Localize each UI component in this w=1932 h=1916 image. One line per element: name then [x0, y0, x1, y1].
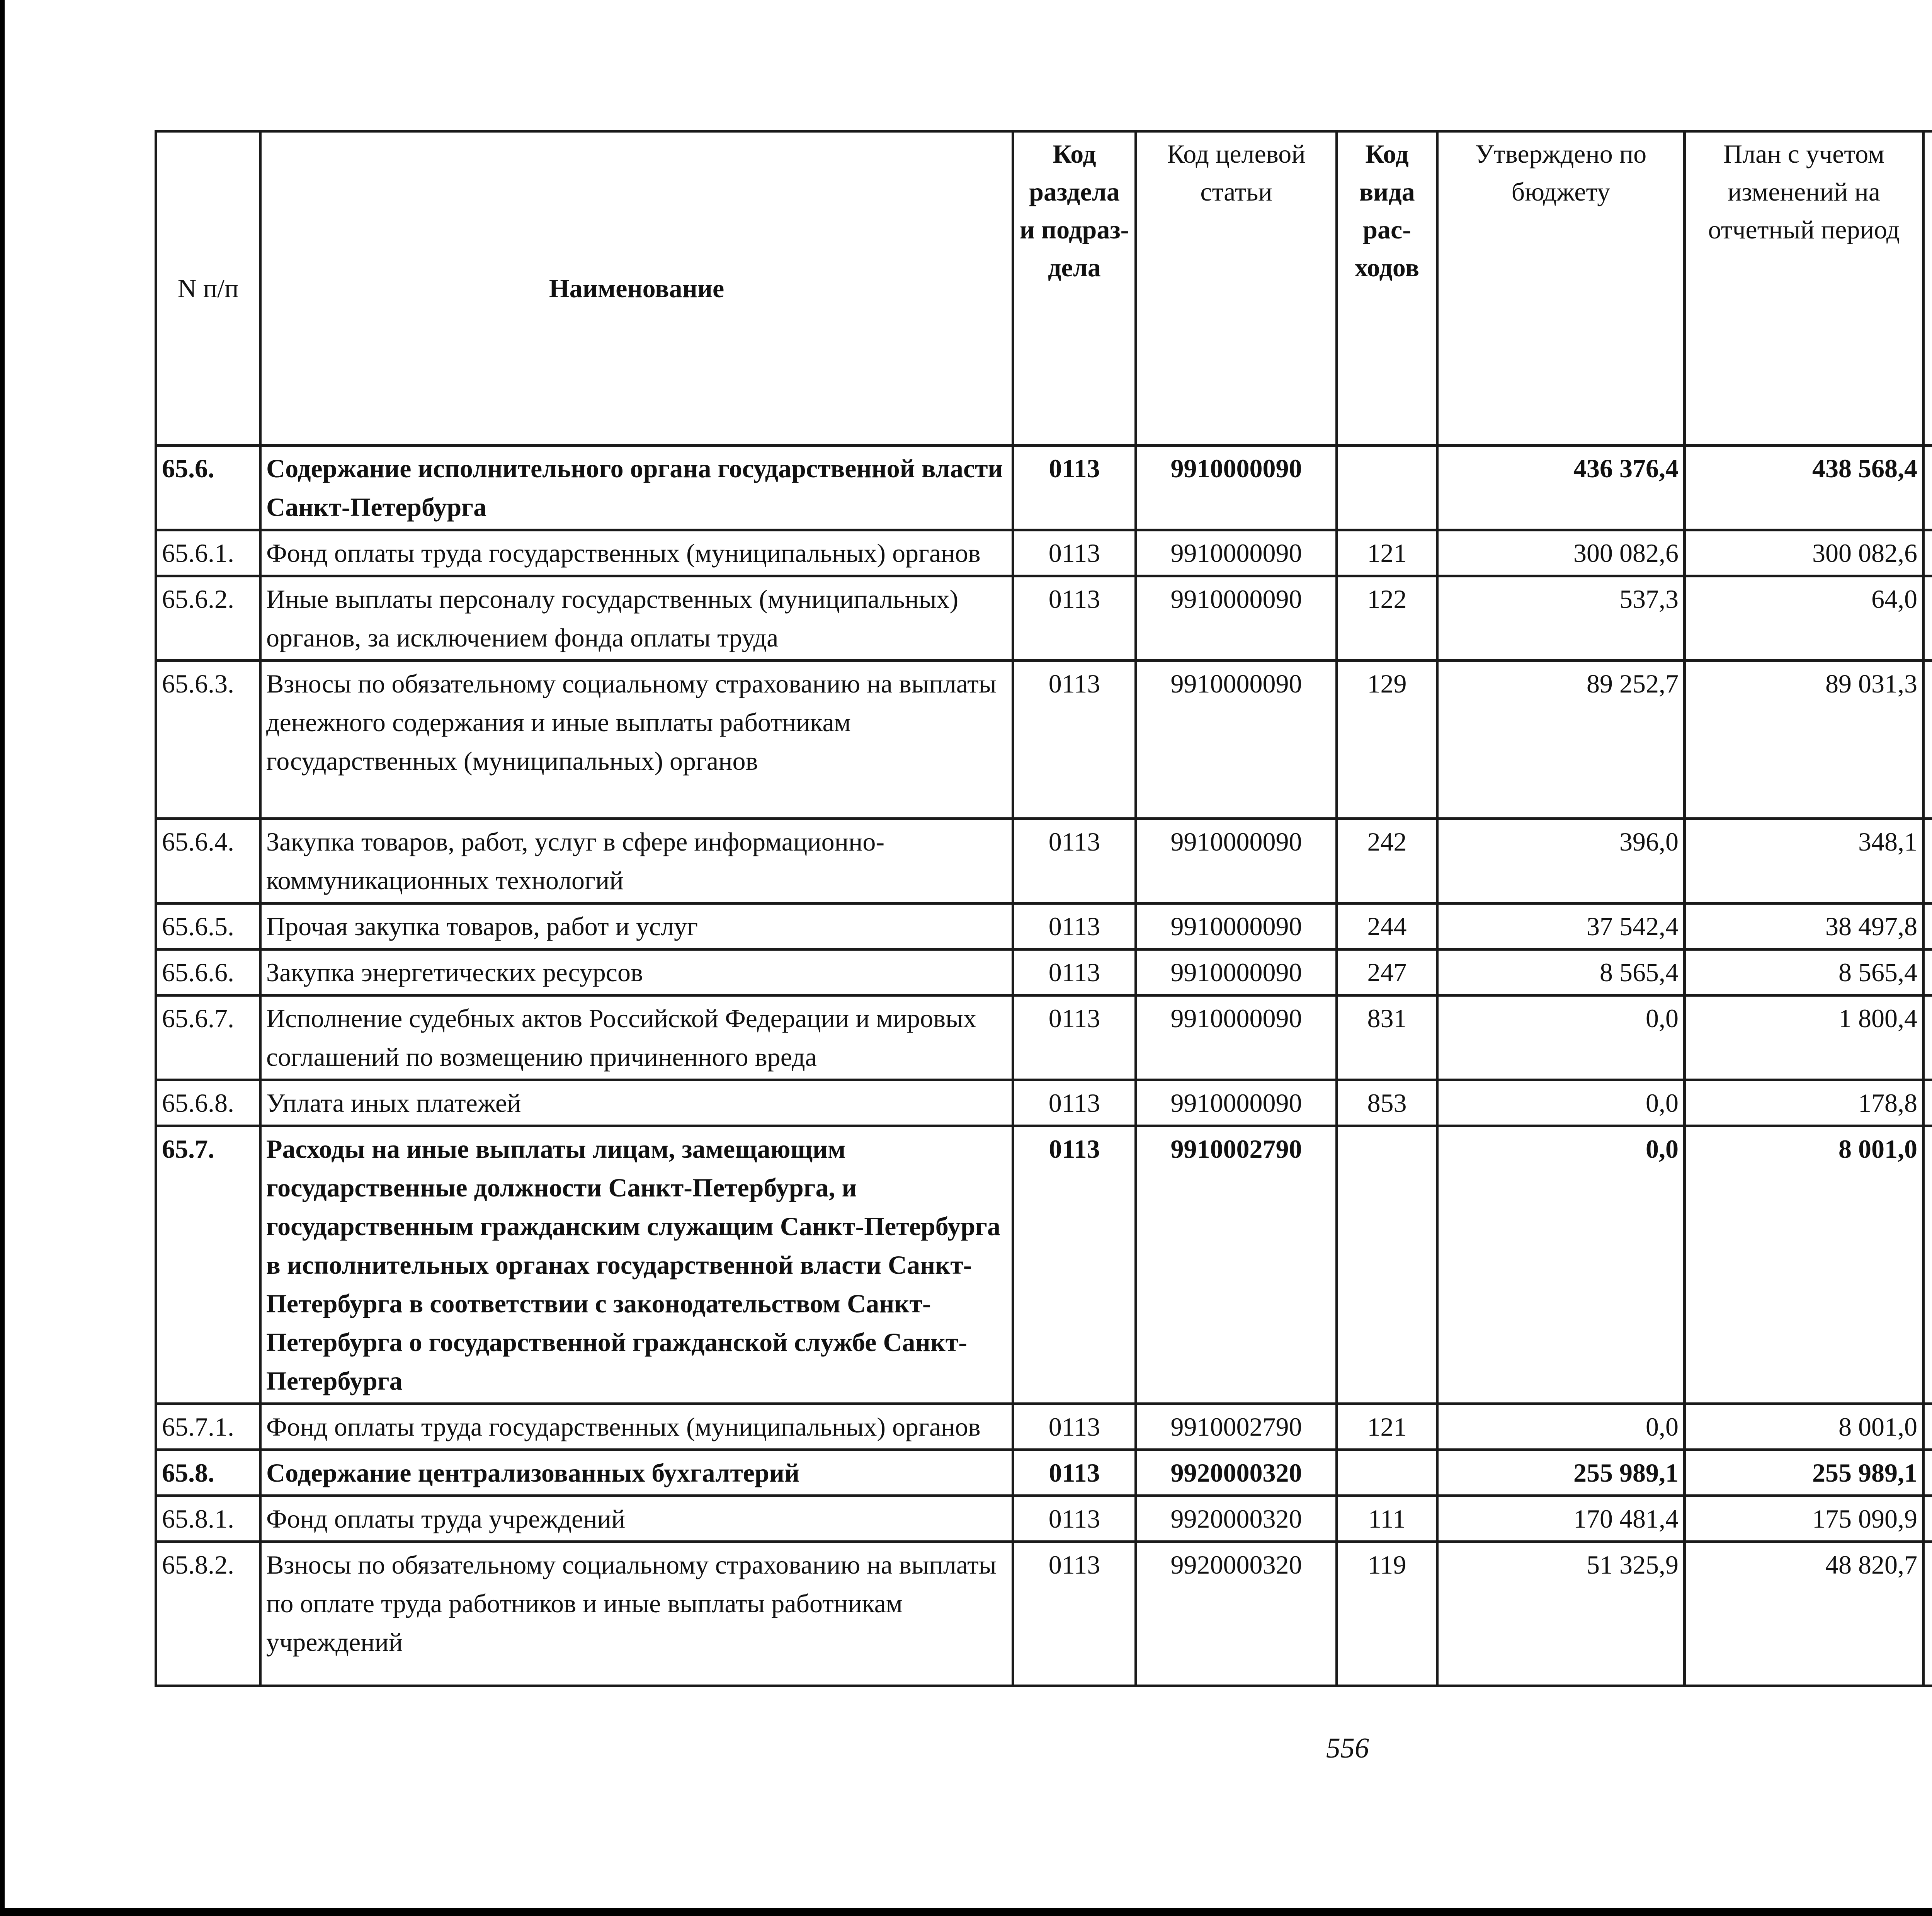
- scan-edge-bottom: [0, 1908, 1932, 1916]
- row-target-code: 9910000090: [1136, 661, 1337, 819]
- row-plan: 48 820,7: [1685, 1542, 1923, 1686]
- row-name: Содержание централизованных бухгалтерий: [260, 1450, 1013, 1496]
- row-kind-code: 853: [1337, 1080, 1437, 1126]
- row-approved: 436 376,4: [1437, 446, 1685, 530]
- table-row: [156, 661, 1932, 819]
- row-approved: 537,3: [1437, 576, 1685, 661]
- row-approved: 51 325,9: [1437, 1542, 1685, 1686]
- row-num: 65.7.: [156, 1126, 260, 1404]
- row-target-code: 9910000090: [1136, 904, 1337, 949]
- row-target-code: 9910002790: [1136, 1404, 1337, 1450]
- row-section-code: 0113: [1013, 446, 1136, 530]
- row-executed: [1923, 904, 1932, 949]
- budget-sheet: [155, 130, 1932, 1687]
- scan-edge-left: [0, 0, 5, 1916]
- row-plan: 8 001,0: [1685, 1404, 1923, 1450]
- row-target-code: 9910000090: [1136, 1080, 1337, 1126]
- row-name: Прочая закупка товаров, работ и услуг: [260, 904, 1013, 949]
- row-target-code: 9910000090: [1136, 819, 1337, 904]
- row-target-code: 9910000090: [1136, 576, 1337, 661]
- row-name: Взносы по обязательному социальному страхованию на выплаты денежного содержания и иные выплаты работникам государственных (муниципальных) органов: [260, 661, 1013, 819]
- row-plan: 438 568,4: [1685, 446, 1923, 530]
- row-executed: [1923, 576, 1932, 661]
- table-row: [156, 576, 1932, 661]
- row-kind-code: 119: [1337, 1542, 1437, 1686]
- row-name: Фонд оплаты труда государственных (муниципальных) органов: [260, 530, 1013, 576]
- row-target-code: 9910000090: [1136, 446, 1337, 530]
- row-section-code: 0113: [1013, 1126, 1136, 1404]
- row-plan: 8 001,0: [1685, 1126, 1923, 1404]
- row-section-code: 0113: [1013, 819, 1136, 904]
- row-target-code: 9920000320: [1136, 1542, 1337, 1686]
- row-plan: 1 800,4: [1685, 995, 1923, 1080]
- row-approved: 396,0: [1437, 819, 1685, 904]
- header-executed: [1923, 131, 1932, 446]
- row-num: 65.6.8.: [156, 1080, 260, 1126]
- row-plan: 255 989,1: [1685, 1450, 1923, 1496]
- row-executed: [1923, 530, 1932, 576]
- row-approved: 0,0: [1437, 1080, 1685, 1126]
- row-plan: 175 090,9: [1685, 1496, 1923, 1542]
- table-row: [156, 995, 1932, 1080]
- row-num: 65.8.2.: [156, 1542, 260, 1686]
- row-target-code: 9920000320: [1136, 1496, 1337, 1542]
- row-kind-code: [1337, 1450, 1437, 1496]
- row-name: Фонд оплаты труда учреждений: [260, 1496, 1013, 1542]
- header-num: N п/п: [156, 131, 260, 446]
- row-num: 65.6.3.: [156, 661, 260, 819]
- header-approved: Утверждено по бюджету: [1437, 131, 1685, 446]
- row-num: 65.6.6.: [156, 949, 260, 995]
- row-executed: [1923, 446, 1932, 530]
- row-approved: 89 252,7: [1437, 661, 1685, 819]
- row-num: 65.6.5.: [156, 904, 260, 949]
- row-section-code: 0113: [1013, 904, 1136, 949]
- row-num: 65.6.1.: [156, 530, 260, 576]
- row-plan: 178,8: [1685, 1080, 1923, 1126]
- row-plan: 300 082,6: [1685, 530, 1923, 576]
- row-approved: 300 082,6: [1437, 530, 1685, 576]
- row-target-code: 9910000090: [1136, 995, 1337, 1080]
- row-approved: 0,0: [1437, 1404, 1685, 1450]
- row-num: 65.8.1.: [156, 1496, 260, 1542]
- row-kind-code: [1337, 1126, 1437, 1404]
- table-row: [156, 446, 1932, 530]
- row-name: Расходы на иные выплаты лицам, замещающим государственные должности Санкт-Петербурга, и государственным гражданским служащим Санкт-Петербурга в исполнительных органах государственной власти Санкт-Петербурга в соответствии с законодательством Санкт-Петербурга о государственной гражданской службе Санкт-Петербурга: [260, 1126, 1013, 1404]
- row-kind-code: 111: [1337, 1496, 1437, 1542]
- row-target-code: 9910002790: [1136, 1126, 1337, 1404]
- header-row: [156, 131, 1932, 325]
- row-name: Закупка энергетических ресурсов: [260, 949, 1013, 995]
- row-num: 65.8.: [156, 1450, 260, 1496]
- row-name: Взносы по обязательному социальному страхованию на выплаты по оплате труда работников и иные выплаты работникам учреждений: [260, 1542, 1013, 1686]
- row-approved: 170 481,4: [1437, 1496, 1685, 1542]
- header-target-code: Код целевой статьи: [1136, 131, 1337, 446]
- row-plan: 89 031,3: [1685, 661, 1923, 819]
- row-section-code: 0113: [1013, 576, 1136, 661]
- row-kind-code: 244: [1337, 904, 1437, 949]
- row-section-code: 0113: [1013, 1080, 1136, 1126]
- row-plan: 348,1: [1685, 819, 1923, 904]
- row-executed: [1923, 1542, 1932, 1686]
- row-approved: 0,0: [1437, 995, 1685, 1080]
- row-name: Иные выплаты персоналу государственных (муниципальных) органов, за исключением фонда оплаты труда: [260, 576, 1013, 661]
- row-name: Фонд оплаты труда государственных (муниципальных) органов: [260, 1404, 1013, 1450]
- row-approved: 0,0: [1437, 1126, 1685, 1404]
- row-num: 65.6.4.: [156, 819, 260, 904]
- table-row: [156, 1542, 1932, 1686]
- row-section-code: 0113: [1013, 1404, 1136, 1450]
- row-num: 65.6.7.: [156, 995, 260, 1080]
- row-executed: [1923, 949, 1932, 995]
- table-row: [156, 1450, 1932, 1496]
- row-approved: 255 989,1: [1437, 1450, 1685, 1496]
- row-section-code: 0113: [1013, 1450, 1136, 1496]
- table-row: [156, 904, 1932, 949]
- row-section-code: 0113: [1013, 949, 1136, 995]
- table-row: [156, 1126, 1932, 1404]
- row-section-code: 0113: [1013, 995, 1136, 1080]
- row-executed: [1923, 1080, 1932, 1126]
- row-kind-code: 242: [1337, 819, 1437, 904]
- row-target-code: 9910000090: [1136, 949, 1337, 995]
- row-kind-code: 121: [1337, 1404, 1437, 1450]
- row-kind-code: 129: [1337, 661, 1437, 819]
- row-target-code: 9920000320: [1136, 1450, 1337, 1496]
- row-executed: [1923, 1496, 1932, 1542]
- row-name: Уплата иных платежей: [260, 1080, 1013, 1126]
- row-plan: 38 497,8: [1685, 904, 1923, 949]
- row-executed: [1923, 819, 1932, 904]
- row-executed: [1923, 1126, 1932, 1404]
- row-section-code: 0113: [1013, 1496, 1136, 1542]
- row-name: Закупка товаров, работ, услуг в сфере информационно-коммуникационных технологий: [260, 819, 1013, 904]
- table-row: [156, 1404, 1932, 1450]
- table-row: [156, 530, 1932, 576]
- row-approved: 37 542,4: [1437, 904, 1685, 949]
- row-executed: [1923, 661, 1932, 819]
- row-kind-code: 831: [1337, 995, 1437, 1080]
- header-plan: План с учетом изменений на отчетный период: [1685, 131, 1923, 446]
- row-section-code: 0113: [1013, 1542, 1136, 1686]
- row-plan: 64,0: [1685, 576, 1923, 661]
- row-section-code: 0113: [1013, 530, 1136, 576]
- row-plan: 8 565,4: [1685, 949, 1923, 995]
- row-kind-code: 247: [1337, 949, 1437, 995]
- budget-execution-table: [155, 130, 1932, 1687]
- table-row: [156, 1496, 1932, 1542]
- row-approved: 8 565,4: [1437, 949, 1685, 995]
- row-kind-code: [1337, 446, 1437, 530]
- header-kind-code: Код вида рас-ходов: [1337, 131, 1437, 446]
- table-row: [156, 819, 1932, 904]
- row-num: 65.6.2.: [156, 576, 260, 661]
- header-name: Наименование: [260, 131, 1013, 446]
- table-row: [156, 1080, 1932, 1126]
- row-section-code: 0113: [1013, 661, 1136, 819]
- row-num: 65.7.1.: [156, 1404, 260, 1450]
- row-target-code: 9910000090: [1136, 530, 1337, 576]
- page-number: 556: [1326, 1732, 1369, 1764]
- row-kind-code: 122: [1337, 576, 1437, 661]
- row-executed: [1923, 1404, 1932, 1450]
- row-num: 65.6.: [156, 446, 260, 530]
- row-name: Содержание исполнительного органа государственной власти Санкт-Петербурга: [260, 446, 1013, 530]
- row-executed: [1923, 995, 1932, 1080]
- header-section-code: Код раздела и подраз-дела: [1013, 131, 1136, 446]
- row-executed: [1923, 1450, 1932, 1496]
- row-kind-code: 121: [1337, 530, 1437, 576]
- row-name: Исполнение судебных актов Российской Федерации и мировых соглашений по возмещению причиненного вреда: [260, 995, 1013, 1080]
- table-row: [156, 949, 1932, 995]
